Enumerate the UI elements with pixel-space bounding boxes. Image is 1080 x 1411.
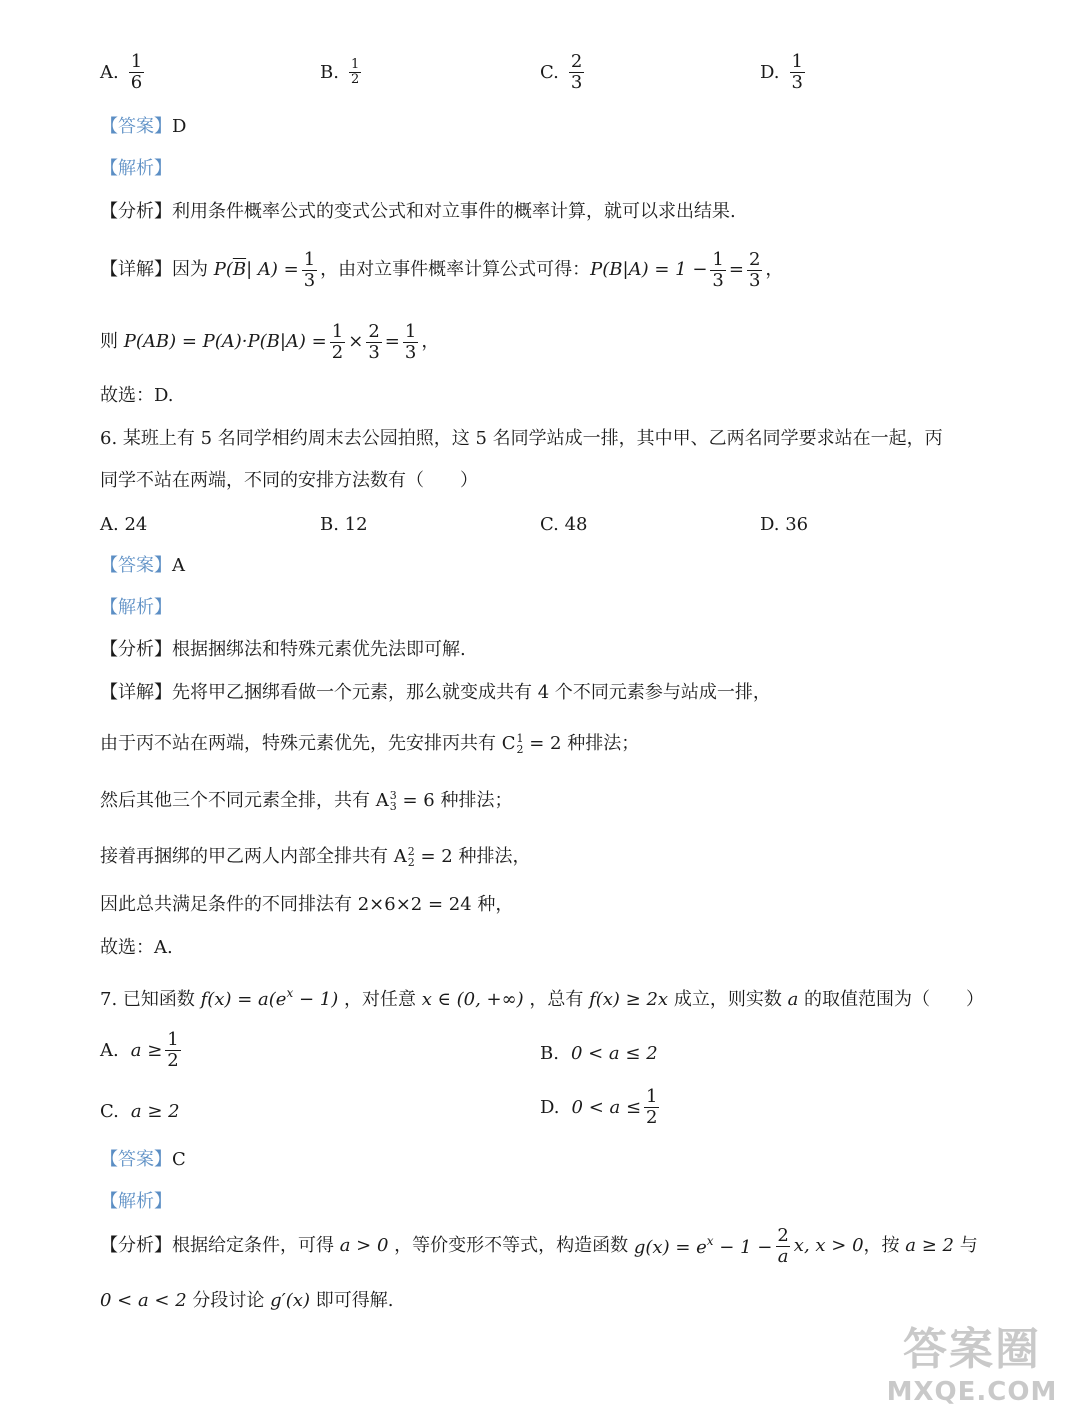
formula-a: a	[787, 989, 799, 1010]
q5-option-d	[760, 52, 808, 93]
detail-text: 即可得解.	[315, 1290, 394, 1311]
fraction-denominator: 3	[570, 71, 583, 93]
fraction-1-3: $\frac{1}{3}$	[712, 249, 724, 291]
option-letter: C.	[100, 1101, 119, 1122]
detail-text: 种排法，	[458, 846, 531, 867]
detail-text: 然后其他三个不同元素全排，共有	[100, 790, 370, 811]
watermark-line1: 答案圈	[903, 1324, 1041, 1375]
q6-answer	[100, 557, 185, 575]
fraction-2-3: $\frac{2}{3}$	[748, 249, 761, 291]
formula-product: 2×6×2 = 24	[357, 894, 472, 915]
q5-option-b	[320, 58, 364, 88]
formula-range: 0 < a < 2	[100, 1290, 187, 1311]
fraction-2-3: $\frac{2}{3}$	[368, 321, 380, 363]
answer-tag: 【答案】	[100, 555, 172, 576]
answer-value: A	[172, 555, 185, 576]
q5-analysis-tag: 【解析】	[100, 158, 172, 179]
q7-analysis-tag: 【解析】	[100, 1191, 172, 1212]
formula-p-notb-given-a: $P(\overline{B}|$ A) =	[208, 259, 299, 281]
fraction-denominator: 6	[130, 71, 143, 93]
stem-text: ，总有	[529, 989, 584, 1010]
q7-option-b: B. 0 < a ≤ 2	[540, 1043, 658, 1064]
detail-text: 由于丙不站在两端，特殊元素优先，先安排丙共有	[100, 733, 496, 754]
answer-tag: 【答案】	[100, 116, 172, 137]
q6-option-b: B. 12	[320, 514, 368, 535]
q6-option-d: D. 36	[760, 514, 809, 535]
q6-detail-line2	[100, 733, 639, 755]
q6-choose: 故选：A.	[100, 937, 173, 958]
detail-text: ，等价变形不等式，构造函数	[394, 1235, 629, 1257]
detail-text: 分段讨论	[192, 1290, 265, 1311]
fraction-1-2: $\frac{1}{2}$	[331, 321, 344, 363]
q5-option-a	[100, 52, 147, 93]
option-fraction	[790, 52, 805, 93]
q5-answer	[100, 118, 186, 136]
option-fraction	[129, 52, 144, 93]
option-letter: A.	[100, 1039, 119, 1061]
q5-detail: 【详解】 因为 $P(\overline{B}|$ A) = $\frac{1}{3}$ ，由对立事件概率计算公式可得： P(B|A) = 1 − $\frac{1}{3}$ = $\frac{2}{3}$ ，	[100, 249, 784, 291]
option-letter: B.	[320, 62, 339, 84]
detail-text: 接着再捆绑的甲乙两人内部全排共有	[100, 846, 388, 867]
fraction-numerator: 2	[570, 51, 583, 72]
q7-fenxi-line2	[100, 1292, 393, 1310]
fraction-2-a: $\frac{2}{a}$	[777, 1225, 789, 1267]
option-fraction	[569, 52, 584, 93]
detail-text: 种排法；	[567, 733, 640, 754]
answer-value: C	[172, 1149, 186, 1170]
q7-answer	[100, 1151, 186, 1169]
q6-stem-line2: 同学不站在两端，不同的安排方法数有（ ）	[100, 470, 478, 491]
detail-text: 种排法；	[440, 790, 513, 811]
detail-text: 则	[100, 331, 118, 353]
q5-choose: 故选：D.	[100, 385, 174, 406]
fraction-1-2: $\frac{1}{2}$	[646, 1086, 658, 1128]
q6-fenxi: 【分析】根据捆绑法和特殊元素优先法即可解.	[100, 639, 466, 660]
stem-text: 成立，则实数	[673, 989, 782, 1010]
fraction-denominator: 2	[350, 72, 360, 88]
option-letter: D.	[540, 1096, 560, 1118]
formula-fx: $f(x) = a(e^x - 1)$	[200, 986, 339, 1010]
detail-text: 因为	[172, 259, 208, 281]
formula-gx: $g(x) = e^x - 1$ −	[628, 1234, 773, 1259]
formula-a-positive: a > 0	[334, 1235, 395, 1257]
q6-detail-line4	[100, 846, 530, 868]
q6-detail-line1: 【详解】先将甲乙捆绑看做一个元素，那么就变成共有 4 个不同元素参与站成一排，	[100, 682, 771, 703]
stem-text: 7. 已知函数	[100, 989, 195, 1010]
fraction-denominator: 3	[791, 71, 803, 93]
formula-p-ab: P(AB) = P(A)·P(B|A) =	[118, 331, 327, 353]
stem-text: ，对任意	[343, 989, 416, 1010]
option-letter: D.	[760, 61, 780, 83]
formula-c21: C 1 2 = 2	[501, 732, 562, 756]
detail-text: 种，	[477, 894, 514, 915]
fraction-1-3: $\frac{1}{3}$	[303, 249, 316, 291]
q6-detail-line3	[100, 790, 512, 812]
detail-text: 与	[959, 1235, 978, 1257]
formula-a22: A 2 2 = 2	[393, 845, 453, 869]
q6-option-c: C. 48	[540, 514, 588, 535]
q7-option-c: C. a ≥ 2	[100, 1101, 180, 1122]
option-fraction	[349, 58, 361, 88]
watermark-line2: MXQE.COM	[886, 1377, 1058, 1407]
formula-inequality: f(x) ≥ 2x	[589, 989, 669, 1010]
formula-domain: x ∈ (0, +∞)	[421, 989, 524, 1010]
q7-stem	[100, 987, 984, 1009]
formula-a-ge-2: a ≥ 2	[899, 1235, 960, 1257]
q6-option-a: A. 24	[100, 514, 148, 535]
formula-gprime: g′(x)	[270, 1290, 310, 1311]
detail-text: 因此总共满足条件的不同排法有	[100, 894, 352, 915]
q7-option-d: D. 0 < a ≤ $\frac{1}{2}$	[540, 1086, 658, 1128]
q6-detail-line5	[100, 896, 513, 914]
answer-tag: 【答案】	[100, 1149, 172, 1170]
q6-analysis-tag: 【解析】	[100, 597, 172, 618]
detail-text: ，由对立事件概率计算公式可得：	[320, 259, 591, 281]
option-letter: A.	[100, 61, 119, 83]
watermark-logo	[882, 1313, 1062, 1407]
stem-text: 的取值范围为（ ）	[804, 989, 985, 1010]
fraction-numerator: 1	[791, 51, 803, 72]
q5-fenxi: 【分析】利用条件概率公式的变式公式和对立事件的概率计算，就可以求出结果.	[100, 201, 736, 222]
q5-then: 则 P(AB) = P(A)·P(B|A) = $\frac{1}{2}$ × $\frac{2}{3}$ = $\frac{1}{3}$ ，	[100, 321, 440, 363]
answer-value: D	[172, 116, 187, 137]
q7-option-a: A. a ≥ $\frac{1}{2}$	[100, 1029, 179, 1071]
detail-tag: 【详解】	[100, 259, 172, 281]
q6-stem-line1: 6. 某班上有 5 名同学相约周末去公园拍照，这 5 名同学站成一排，其中甲、乙两名同学要求站在一起，丙	[100, 428, 943, 449]
detail-text: ，按	[863, 1235, 900, 1257]
detail-text: 【分析】根据给定条件，可得	[100, 1235, 334, 1257]
q7-fenxi: 【分析】根据给定条件，可得 a > 0 ，等价变形不等式，构造函数 $g(x) = e^x - 1$ − $\frac{2}{a}$ x, x > 0 ，按 a ≥ 2 与	[100, 1225, 978, 1267]
q5-option-c	[540, 52, 587, 93]
fraction-numerator: 1	[350, 57, 360, 72]
formula-a33: A 3 3 = 6	[375, 789, 435, 813]
option-letter: B.	[540, 1043, 559, 1064]
option-letter: C.	[540, 61, 559, 83]
fraction-1-2: $\frac{1}{2}$	[167, 1029, 179, 1071]
fraction-numerator: 1	[130, 51, 143, 72]
formula-p-b-given-a: P(B|A) = 1 −	[590, 259, 708, 281]
fraction-1-3: $\frac{1}{3}$	[404, 321, 417, 363]
